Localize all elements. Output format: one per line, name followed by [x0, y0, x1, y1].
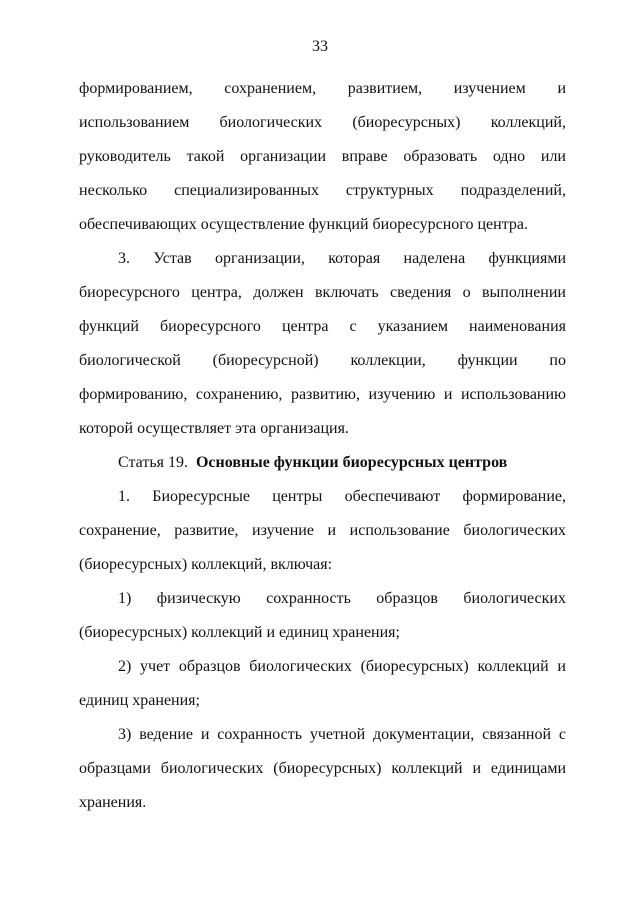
page-number: 33: [312, 38, 328, 55]
article-heading: [79, 446, 566, 480]
article-title: Основные функции биоресурсных центров: [195, 454, 508, 471]
list-item-1: 1) физическую сохранность образцов биологических (биоресурсных) коллекций и единиц хранения;: [79, 590, 566, 641]
list-item-2: 2) учет образцов биологических (биоресурсных) коллекций и единиц хранения;: [79, 658, 566, 709]
document-body: [79, 72, 566, 820]
paragraph-continuation: формированием, сохранением, развитием, изучением и использованием биологических (биоресурсных) коллекций, руководитель такой организации вправе образовать одно или несколько специализированных структурных подразделений, обеспечивающих осуществление функций биоресурсного центра.: [79, 80, 566, 233]
paragraph-charter: 3. Устав организации, которая наделена функциями биоресурсного центра, должен включать сведения о выполнении функций биоресурсного центра с указанием наименования биологической (биоресурсной) коллекции, функции по формированию, сохранению, развитию, изучению и использованию которой осуществляет эта организация.: [79, 250, 566, 437]
paragraph-article-intro: 1. Биоресурсные центры обеспечивают формирование, сохранение, развитие, изучение и использование биологических (биоресурсных) коллекций, включая:: [79, 488, 566, 573]
article-label: Статья 19.: [118, 454, 188, 471]
list-item-3: 3) ведение и сохранность учетной документации, связанной с образцами биологических (биоресурсных) коллекций и единицами хранения.: [79, 726, 566, 811]
